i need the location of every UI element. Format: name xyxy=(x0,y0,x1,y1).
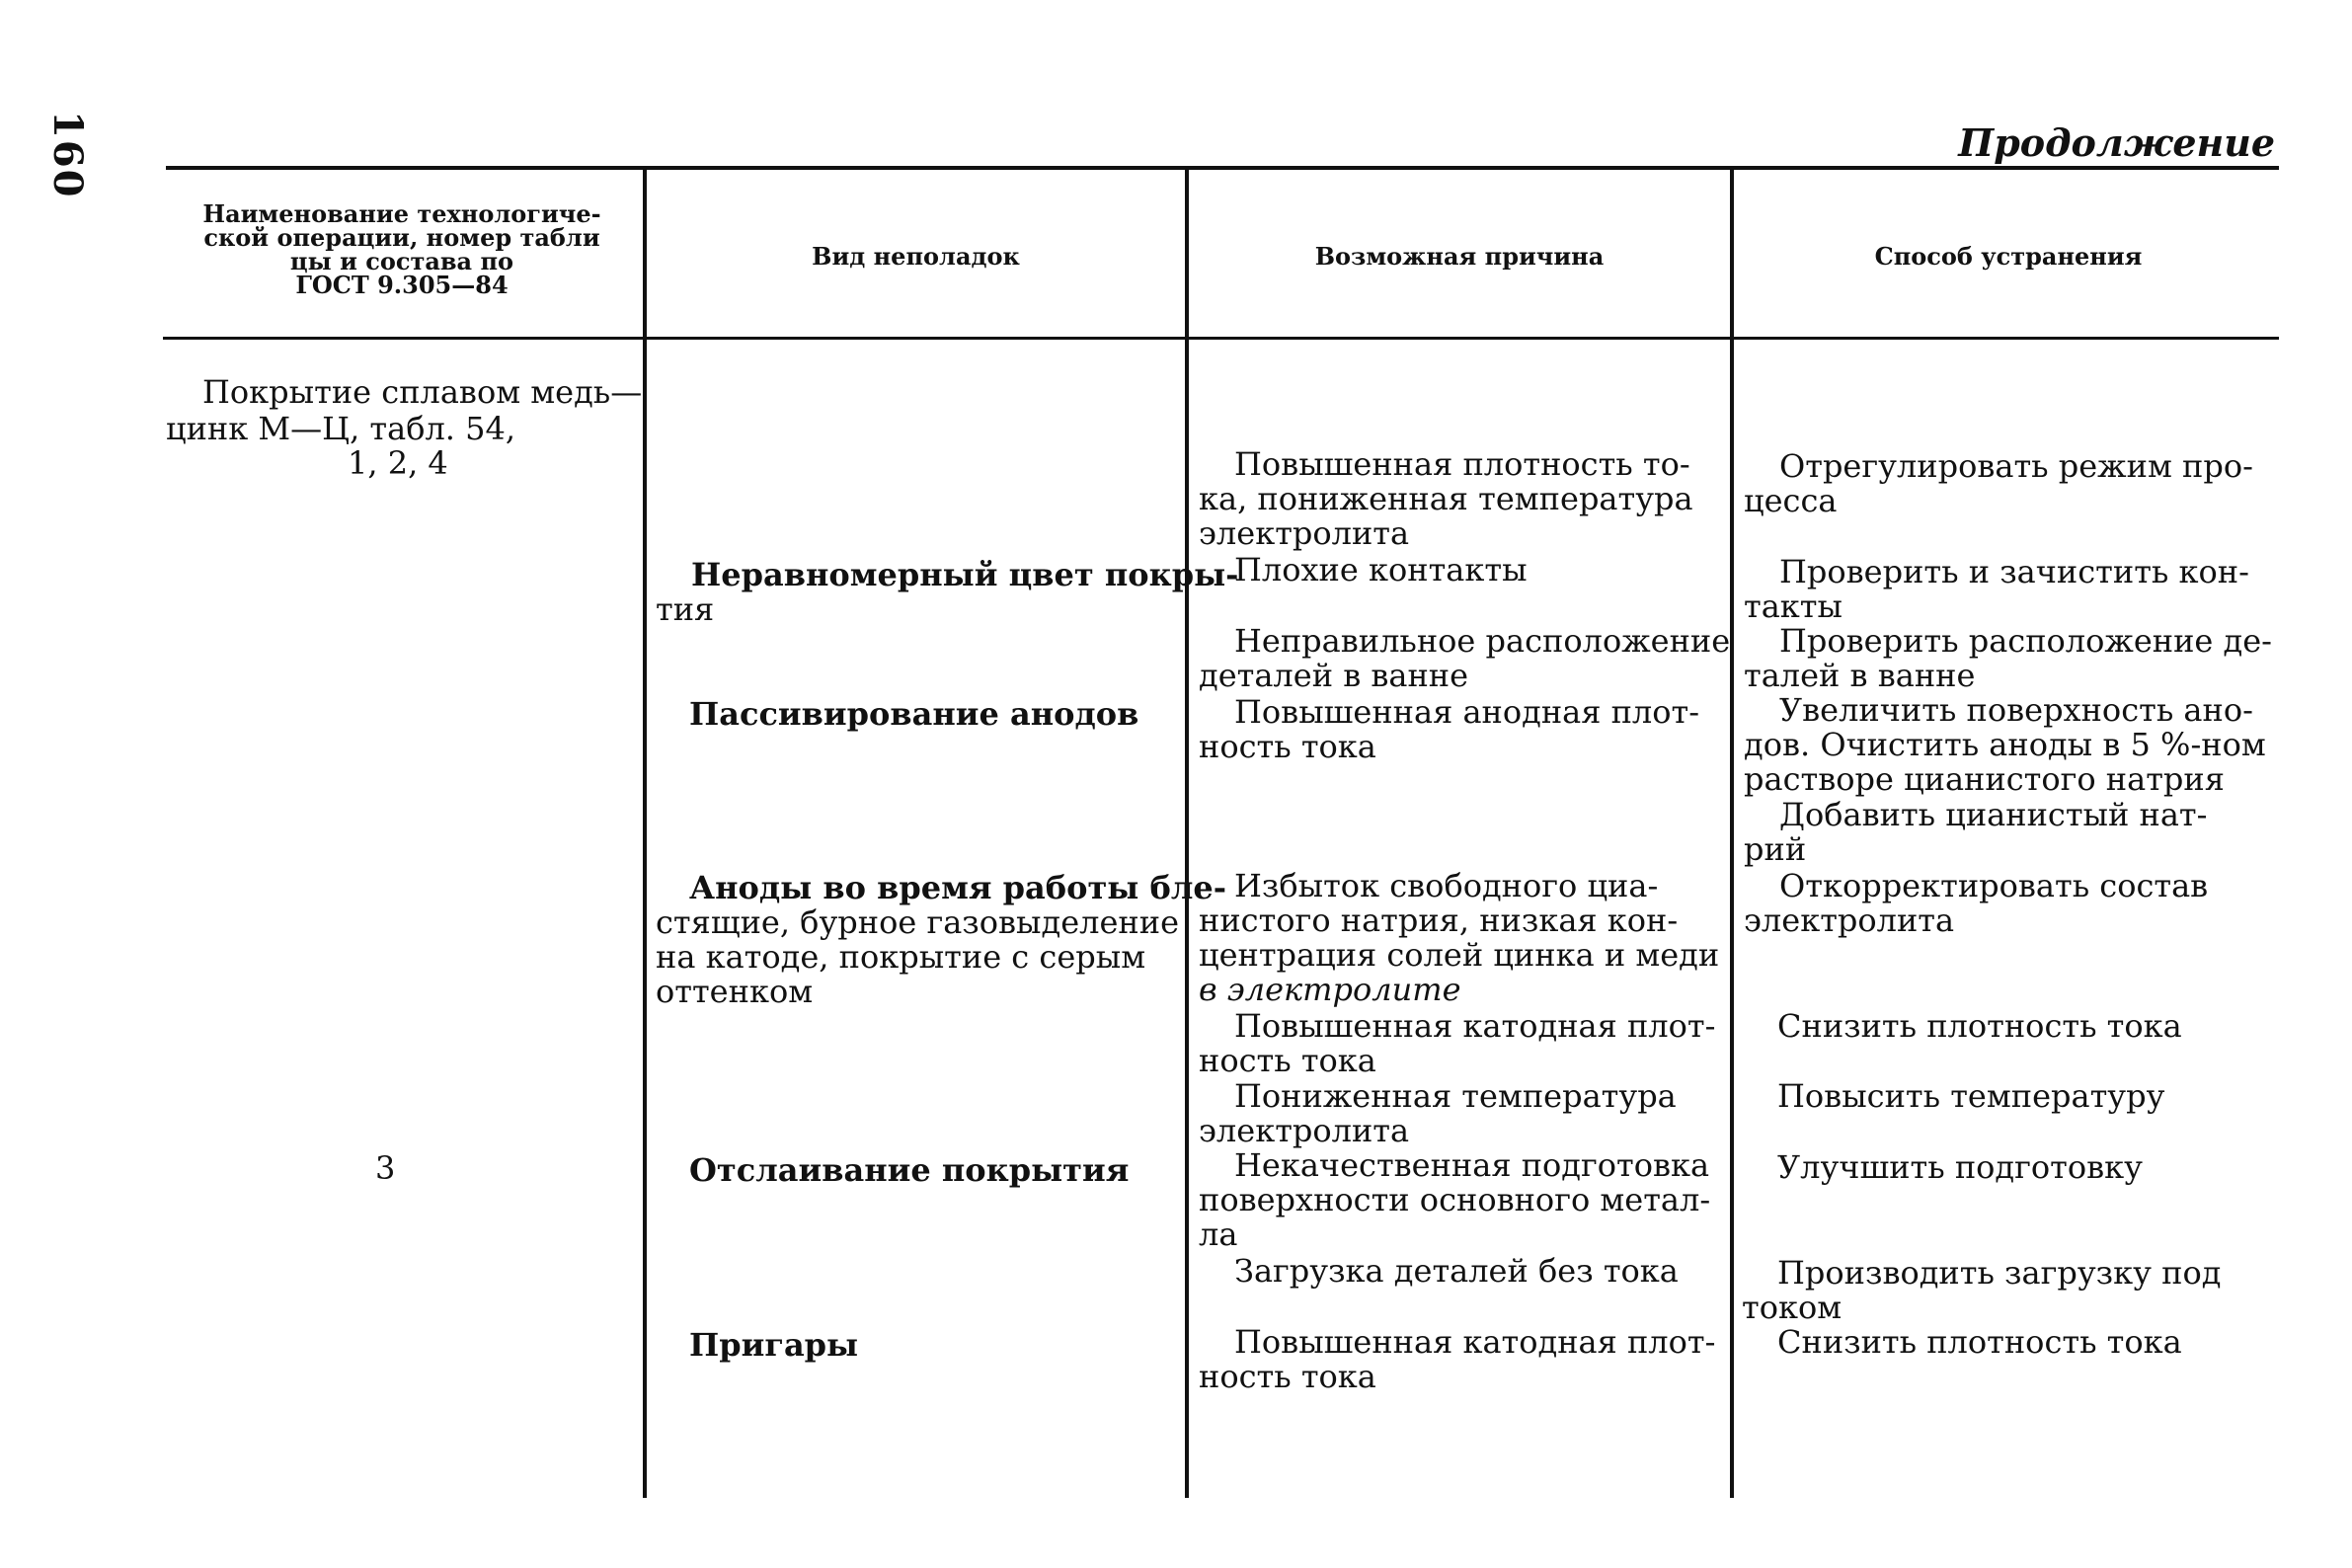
cause-5-l4: в электролите xyxy=(1199,971,1461,1008)
cause-1-l3: электролита xyxy=(1199,514,1410,552)
cause-6-l2: ность тока xyxy=(1199,1042,1376,1079)
operation-name-line-1: Покрытие сплавом медь— xyxy=(202,373,643,411)
remedy-4-l2: дов. Очистить аноды в 5 %-ном xyxy=(1744,726,2266,763)
operation-name-line-2: цинк М—Ц, табл. 54, xyxy=(166,410,516,447)
cause-4-l2: ность тока xyxy=(1199,728,1376,765)
remedy-5-l1: Добавить цианистый нат- xyxy=(1779,796,2208,833)
header-operation: Наименование технологиче- ской операции, номер табли цы и состава по ГОСТ 9.305—84 xyxy=(202,199,601,299)
cause-8-l1: Некачественная подготовка xyxy=(1234,1146,1710,1184)
remedy-3-l1: Проверить расположение де- xyxy=(1779,622,2272,660)
remedy-10-l2: током xyxy=(1742,1289,1842,1326)
remedy-4-l1: Увеличить поверхность ано- xyxy=(1779,691,2253,729)
remedy-1-l2: цесса xyxy=(1744,482,1838,519)
remedy-3-l2: талей в ванне xyxy=(1744,657,1976,694)
cause-6-l1: Повышенная катодная плот- xyxy=(1234,1007,1716,1045)
cause-3-l2: деталей в ванне xyxy=(1199,657,1469,694)
remedy-1-l1: Отрегулировать режим про- xyxy=(1779,447,2253,485)
column-divider-2 xyxy=(1185,170,1189,1498)
header-remedy: Способ устранения xyxy=(1874,242,2143,271)
defect-shiny-anodes-l4: оттенком xyxy=(656,973,814,1010)
remedy-6-l2: электролита xyxy=(1744,902,1955,939)
header-bottom-rule xyxy=(163,337,2279,340)
header-defect: Вид неполадок xyxy=(812,242,1020,271)
remedy-2-l1: Проверить и зачистить кон- xyxy=(1779,553,2249,590)
defect-shiny-anodes-l1: Аноды во время работы бле- xyxy=(689,869,1227,906)
cause-1-l1: Повышенная плотность то- xyxy=(1234,445,1690,483)
cause-9: Загрузка деталей без тока xyxy=(1234,1252,1679,1290)
remedy-6-l1: Откорректировать состав xyxy=(1779,867,2209,904)
defect-shiny-anodes-l3: на катоде, покрытие с серым xyxy=(656,938,1146,976)
cause-10-l1: Повышенная катодная плот- xyxy=(1234,1323,1716,1361)
remedy-10-l1: Производить загрузку под xyxy=(1777,1254,2222,1292)
header-cause: Возможная причина xyxy=(1314,242,1605,271)
cause-8-l2: поверхности основного метал- xyxy=(1199,1181,1711,1218)
operation-row-number: 3 xyxy=(375,1149,396,1187)
remedy-9: Улучшить подготовку xyxy=(1777,1148,2143,1186)
cause-10-l2: ность тока xyxy=(1199,1358,1376,1395)
table-top-rule xyxy=(166,166,2279,170)
cause-5-l3: центрация солей цинка и меди xyxy=(1199,936,1720,974)
cause-8-l3: ла xyxy=(1199,1215,1238,1253)
cause-5-l1: Избыток свободного циа- xyxy=(1234,867,1659,904)
operation-name-line-3: 1, 2, 4 xyxy=(348,444,448,482)
defect-burns: Пригары xyxy=(689,1326,859,1364)
defect-shiny-anodes-l2: стящие, бурное газовыделение xyxy=(656,903,1179,941)
column-divider-1 xyxy=(643,170,647,1498)
column-divider-3 xyxy=(1730,170,1734,1498)
cause-4-l1: Повышенная анодная плот- xyxy=(1234,693,1700,731)
remedy-5-l2: рий xyxy=(1744,830,1807,868)
defect-uneven-color-l1: Неравномерный цвет покры- xyxy=(691,556,1239,593)
remedy-8: Повысить температуру xyxy=(1777,1077,2165,1115)
page-number: 160 xyxy=(44,111,91,199)
cause-7-l2: электролита xyxy=(1199,1112,1410,1149)
cause-7-l1: Пониженная температура xyxy=(1234,1077,1677,1115)
remedy-4-l3: растворе цианистого натрия xyxy=(1744,760,2225,798)
cause-3-l1: Неправильное расположение xyxy=(1234,622,1731,660)
continuation-label: Продолжение xyxy=(1958,120,2275,165)
cause-2: Плохие контакты xyxy=(1234,551,1528,588)
remedy-2-l2: такты xyxy=(1744,588,1842,625)
cause-1-l2: ка, пониженная температура xyxy=(1199,480,1693,517)
remedy-7: Снизить плотность тока xyxy=(1777,1007,2182,1045)
defect-peeling: Отслаивание покрытия xyxy=(689,1151,1130,1189)
defect-uneven-color-l2: тия xyxy=(656,590,715,628)
defect-anode-passivation: Пассивирование анодов xyxy=(689,695,1139,733)
cause-5-l2: нистого натрия, низкая кон- xyxy=(1199,902,1679,939)
remedy-11: Снизить плотность тока xyxy=(1777,1323,2182,1361)
